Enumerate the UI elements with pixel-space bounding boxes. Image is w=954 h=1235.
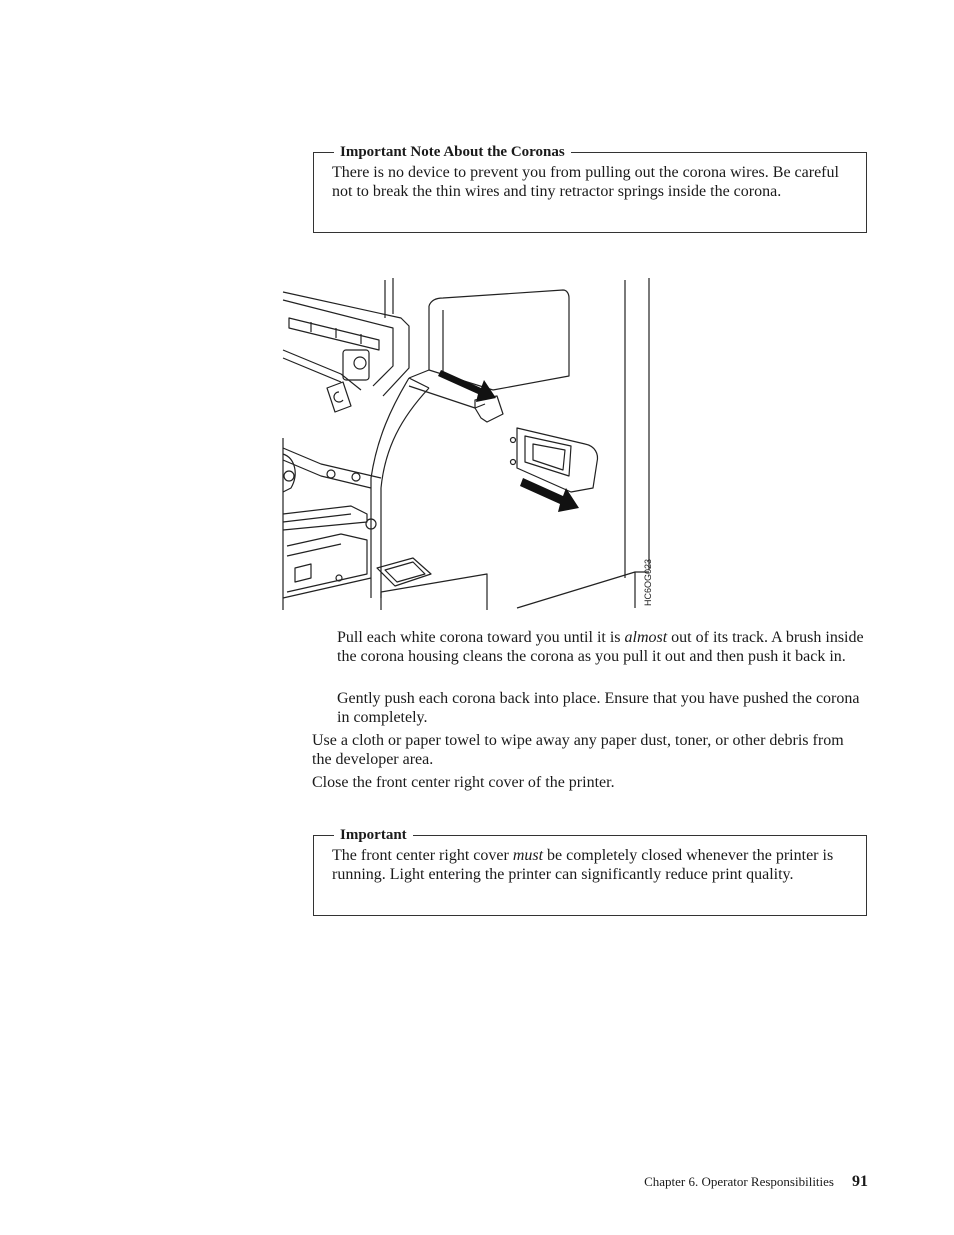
note-text-start: The front center right cover [332, 847, 513, 864]
step-wipe-debris: Use a cloth or paper towel to wipe away any paper dust, toner, or other debris from the developer area. [312, 732, 844, 768]
pull-arrow-icon [438, 370, 579, 512]
page-number: 91 [852, 1173, 868, 1190]
step-pull-corona [337, 628, 872, 666]
emphasis-must: must [512, 847, 544, 864]
emphasis-almost: almost [624, 629, 668, 646]
corona-removal-illustration [281, 278, 661, 610]
note-heading: Important Note About the Coronas [334, 144, 571, 161]
step-pull-text-start: Pull each white corona toward you until it is [337, 629, 625, 646]
important-note-cover [313, 827, 867, 916]
page-footer [644, 1173, 868, 1191]
printer-frame-drawing [283, 278, 487, 610]
note-heading: Important [334, 827, 413, 844]
corona-housing-drawing [409, 290, 569, 422]
step-pull-text-end: out of its track. A brush inside the corona housing cleans the corona as you pull it out and then push it back in. [337, 629, 864, 665]
chapter-title: Chapter 6. Operator Responsibilities [644, 1174, 834, 1189]
figure-code: HC6OG023 [643, 558, 653, 606]
note-text [314, 836, 866, 895]
note-text-end: be completely closed whenever the printer is running. Light entering the printer can significantly reduce print quality. [332, 847, 834, 883]
step-close-cover: Close the front center right cover of the printer. [312, 774, 615, 791]
important-note-coronas [313, 144, 867, 233]
note-text: There is no device to prevent you from pulling out the corona wires. Be careful not to break the thin wires and tiny retractor springs inside the corona. [332, 164, 839, 200]
step-push-corona: Gently push each corona back into place. Ensure that you have pushed the corona in completely. [337, 690, 860, 726]
